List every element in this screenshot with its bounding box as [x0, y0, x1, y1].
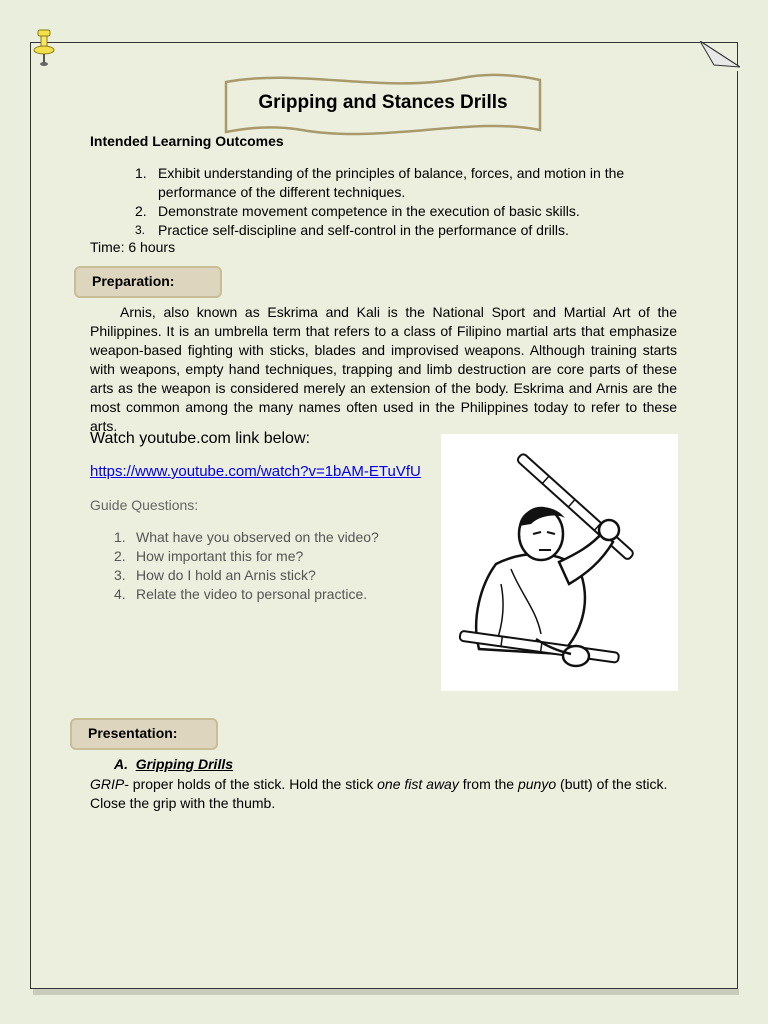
- list-number: 2.: [135, 203, 147, 219]
- page-title: Gripping and Stances Drills: [258, 92, 508, 113]
- list-text: How important this for me?: [136, 548, 304, 564]
- learning-outcomes-list: [135, 164, 628, 240]
- page-fold-icon: [700, 41, 740, 71]
- list-text: Demonstrate movement competence in the execution of basic skills.: [158, 203, 580, 219]
- preparation-label: Preparation:: [74, 266, 222, 298]
- list-number: 3.: [114, 567, 126, 583]
- list-item: [114, 547, 379, 566]
- pushpin-icon: [32, 28, 56, 68]
- time-allotment: Time: 6 hours: [90, 239, 176, 255]
- list-number: 2.: [114, 548, 126, 564]
- grip-emphasis: punyo: [517, 776, 557, 792]
- presentation-label: Presentation:: [70, 718, 218, 750]
- list-text: Exhibit understanding of the principles of balance, forces, and motion in the performance of the different techniques.: [158, 165, 625, 200]
- gripping-drills-heading: [114, 756, 233, 772]
- section-letter: A.: [114, 756, 128, 772]
- list-text: What have you observed on the video?: [136, 529, 379, 545]
- list-text: Relate the video to personal practice.: [136, 586, 368, 602]
- grip-definition: [90, 775, 680, 813]
- guide-questions-label: Guide Questions:: [90, 497, 199, 513]
- list-item: [114, 585, 379, 604]
- list-number: 3.: [135, 223, 146, 237]
- grip-emphasis: one fist away: [377, 776, 459, 792]
- list-number: 1.: [114, 529, 126, 545]
- watch-instruction: Watch youtube.com link below:: [90, 430, 310, 447]
- arnis-fighter-illustration: [441, 434, 678, 691]
- page-shadow: [33, 989, 739, 995]
- learning-outcomes-heading: Intended Learning Outcomes: [90, 133, 284, 149]
- grip-term: GRIP: [90, 776, 125, 792]
- list-item: [114, 566, 379, 585]
- grip-text: (butt) of the stick. Close the grip with the thumb.: [90, 776, 668, 811]
- grip-text: from the: [458, 776, 518, 792]
- guide-questions-list: [114, 528, 379, 604]
- list-item: [135, 164, 628, 202]
- list-item: [135, 221, 628, 240]
- title-banner: [222, 72, 544, 138]
- list-text: How do I hold an Arnis stick?: [136, 567, 316, 583]
- list-number: 1.: [135, 165, 147, 181]
- preparation-paragraph: Arnis, also known as Eskrima and Kali is the National Sport and Martial Art of the Philippines. It is an umbrella term that refers to a class of Filipino martial arts that emphasize weapon-based fighting with sticks, blades and improvised weapons. Although training starts with weapons, empty hand techniques, trapping and limb destruction are core parts of these arts as the weapon is considered merely an extension of the body. Eskrima and Arnis are the most common among the many names often used in the Philippines today to refer to these arts.: [90, 304, 677, 434]
- list-number: 4.: [114, 586, 126, 602]
- youtube-link[interactable]: https://www.youtube.com/watch?v=1bAM-ETuVfU: [90, 463, 421, 480]
- section-title: Gripping Drills: [135, 756, 234, 772]
- grip-text: - proper holds of the stick. Hold the stick: [124, 776, 378, 792]
- list-item: [114, 528, 379, 547]
- list-text: Practice self-discipline and self-control in the performance of drills.: [158, 222, 569, 238]
- list-item: [135, 202, 628, 221]
